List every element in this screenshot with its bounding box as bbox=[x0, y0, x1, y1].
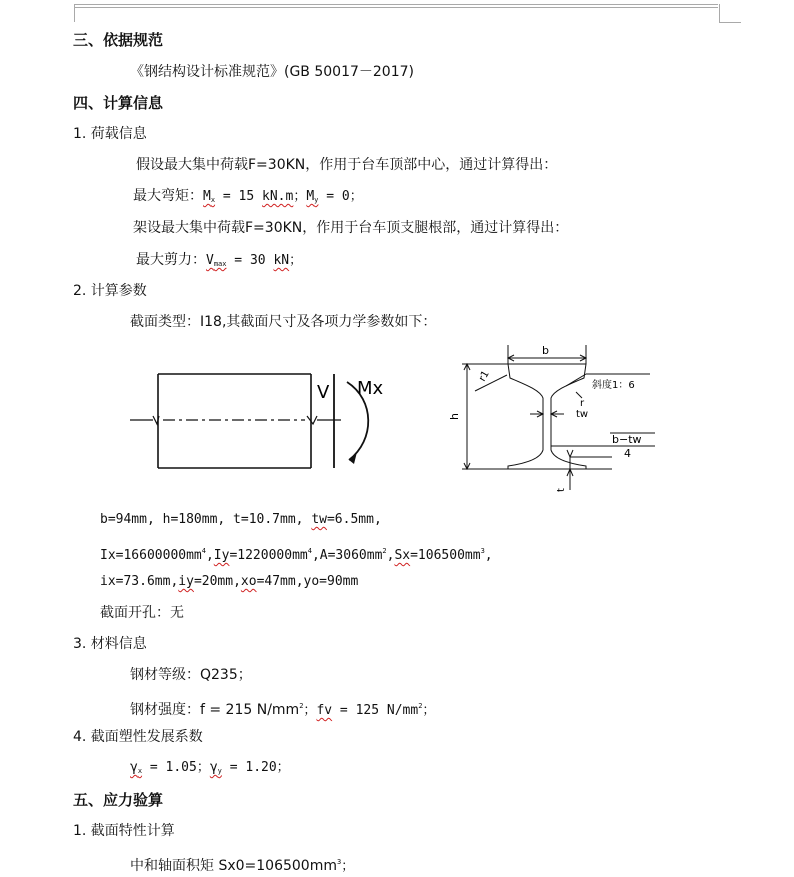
neutral-axis-moment-line: 中和轴面积矩 $Sx0=106500mm^3$； bbox=[130, 858, 355, 874]
max-moment-label: 最大弯矩： bbox=[133, 188, 203, 204]
dim-b-label: b bbox=[542, 344, 549, 357]
shear-v-label: V bbox=[317, 382, 330, 403]
dim-r1-label: r1 bbox=[477, 368, 492, 384]
moment-unit: kN.m bbox=[262, 189, 294, 204]
xo-symbol: xo bbox=[240, 574, 257, 589]
subheading-material-info: 3. 材料信息 bbox=[73, 636, 147, 652]
sx-symbol: Sx bbox=[394, 548, 411, 563]
i-section-diagram bbox=[440, 338, 680, 503]
dim-r-label: r bbox=[580, 398, 585, 409]
params-line-2: $Ix=16600000mm^4,Iy=1220000mm^4,A=3060mm^2,Sx=106500mm^3$, bbox=[100, 547, 493, 563]
max-shear-label: 最大剪力： bbox=[136, 252, 206, 268]
frac-numerator: b−tw bbox=[612, 433, 642, 446]
params-line-1: b=94mm, h=180mm, t=10.7mm, tw=6.5mm, bbox=[100, 512, 382, 527]
params-line-3: ix=73.6mm,iy=20mm,xo=47mm,yo=90mm bbox=[100, 574, 359, 589]
iy-radius-symbol: iy bbox=[178, 574, 194, 589]
section-hole-line: 截面开孔：无 bbox=[100, 605, 184, 621]
max-shear-line: 最大剪力：$V_{max} = 30$ kN； bbox=[136, 252, 303, 268]
tw-symbol: tw bbox=[311, 512, 327, 527]
page-corner-mark-right bbox=[719, 4, 720, 22]
load-assumption-leg: 架设最大集中荷载F=30KN，作用于台车顶支腿根部，通过计算得出： bbox=[133, 220, 569, 236]
page-corner-tick-right bbox=[719, 22, 741, 23]
page-top-rule-2 bbox=[74, 7, 718, 8]
steel-grade-line: 钢材等级：Q235； bbox=[130, 667, 252, 683]
moment-mx-label: Mx bbox=[357, 378, 384, 399]
steel-strength-line: 钢材强度：f = 215 $N/mm^2$；fv = 125 $N/mm^2$； bbox=[130, 702, 436, 718]
my-symbol: $M_y$ bbox=[306, 189, 319, 204]
subheading-calc-params: 2. 计算参数 bbox=[73, 283, 147, 299]
dim-h-label: h bbox=[448, 413, 461, 420]
shear-unit: kN bbox=[273, 253, 290, 268]
beam-force-diagram bbox=[125, 360, 390, 475]
gamma-y-symbol: $\gamma_y$ bbox=[209, 760, 222, 775]
dim-t-label: t bbox=[556, 488, 567, 492]
gamma-line: $\gamma_x = 1.05$；$\gamma_y = 1.20$； bbox=[130, 760, 290, 775]
gamma-x-symbol: $\gamma_x$ bbox=[130, 760, 143, 775]
section-heading-basis: 三、依据规范 bbox=[73, 31, 164, 49]
max-moment-line: 最大弯矩：$M_x = 15$ kN.m；$M_y = 0$； bbox=[133, 188, 363, 204]
load-assumption-center: 假设最大集中荷载F=30KN，作用于台车顶部中心，通过计算得出： bbox=[136, 157, 558, 173]
section-heading-stress-check: 五、应力验算 bbox=[73, 791, 164, 809]
section-type-line: 截面类型：I18,其截面尺寸及各项力学参数如下： bbox=[130, 314, 437, 330]
frac-denominator: 4 bbox=[624, 447, 631, 460]
slope-label: 斜度1：6 bbox=[592, 380, 635, 391]
iy-inertia-symbol: Iy bbox=[213, 548, 230, 563]
mx-symbol: $M_x$ bbox=[203, 189, 216, 204]
subheading-section-props: 1. 截面特性计算 bbox=[73, 823, 175, 839]
subheading-load-info: 1. 荷载信息 bbox=[73, 126, 147, 142]
fv-symbol: fv bbox=[316, 703, 333, 718]
section-heading-calc-info: 四、计算信息 bbox=[73, 94, 164, 112]
v-symbol: $V_{max}$ bbox=[206, 253, 227, 268]
subheading-plastic-coef: 4. 截面塑性发展系数 bbox=[73, 729, 203, 745]
page-top-rule bbox=[74, 4, 718, 5]
code-reference: 《钢结构设计标准规范》(GB 50017－2017) bbox=[130, 64, 414, 80]
dim-tw-label: tw bbox=[576, 409, 589, 420]
